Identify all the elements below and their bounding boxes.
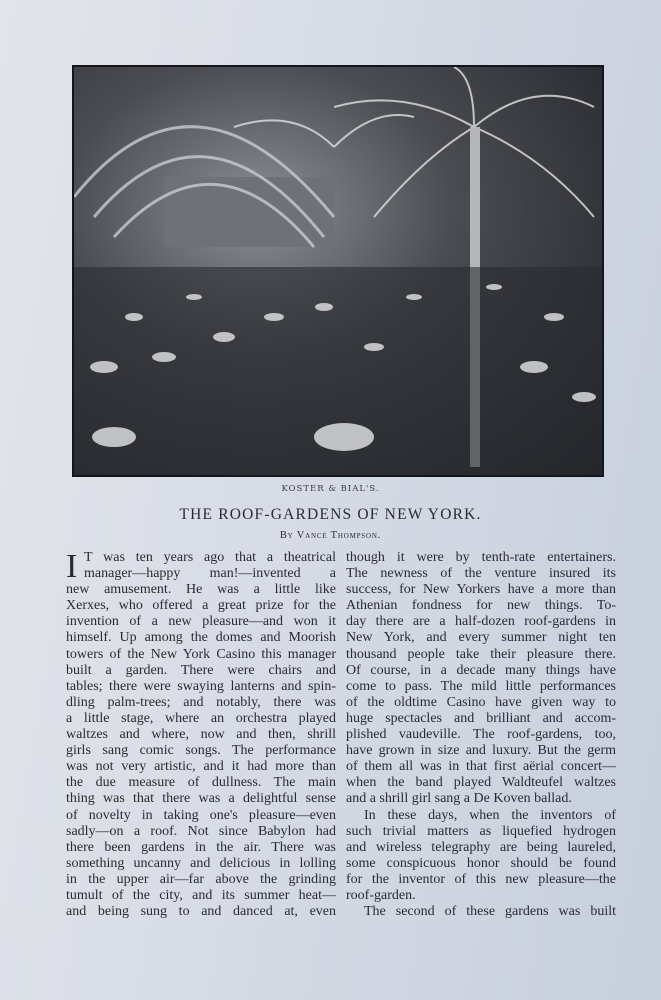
text-line: tables; there were swaying lanterns and spin- xyxy=(66,678,336,694)
text-line: though it were by tenth-rate entertainers. xyxy=(346,550,616,565)
text-line: invention of a new pleasure—and won it xyxy=(66,614,336,630)
text-line: have grown in size and luxury. But the germ xyxy=(346,743,616,759)
text-line: built a garden. There were chairs and xyxy=(66,662,336,678)
text-line: and wireless telegraphy are being laureled, xyxy=(346,839,616,855)
text-line: The newness of the venture insured its xyxy=(346,566,616,582)
text-line: T was ten years ago that a theatrical xyxy=(84,550,336,565)
text-line: plished vaudeville. The roof-gardens, too, xyxy=(346,727,616,743)
text-line: in the upper air—far above the grinding xyxy=(66,871,336,887)
left-column xyxy=(66,550,336,920)
text-line: some conspicuous honor should be found xyxy=(346,855,616,871)
text-line: roof-garden. xyxy=(346,887,416,903)
text-line: The second of these gardens was built xyxy=(364,904,616,920)
text-line: of novelty in taking one's pleasure—even xyxy=(66,807,336,823)
text-line: dling palm-trees; and notably, there was xyxy=(66,694,336,710)
text-line: huge spectacles and brilliant and accom- xyxy=(346,710,616,726)
text-line: girls sang comic songs. The performance xyxy=(66,743,336,759)
text-line: and being sung to and danced at, even xyxy=(66,904,336,920)
text-line: sadly—on a roof. Not since Babylon had xyxy=(66,823,336,839)
text-line: tumult of the city, and its summer heat— xyxy=(66,887,336,903)
drop-cap: I xyxy=(66,548,78,585)
text-line: come to pass. The mild little performances xyxy=(346,678,616,694)
text-line: Xerxes, who offered a great prize for the xyxy=(66,598,336,614)
text-line: Athenian fondness for new things. To- xyxy=(346,598,616,614)
text-line: New York, and every summer night ten xyxy=(346,630,616,646)
text-line: when the band played Waldteufel waltzes xyxy=(346,775,616,791)
text-line: thing was that there was a delightful sense xyxy=(66,791,336,807)
text-line: Of course, in a decade many things have xyxy=(346,662,616,678)
text-line: day there are a half-dozen roof-gardens in xyxy=(346,614,616,630)
text-line: thousand people take their pleasure there. xyxy=(346,646,616,662)
text-line: of the oldtime Casino have given way to xyxy=(346,694,616,710)
roof-garden-photo xyxy=(74,67,602,475)
text-line: for the inventor of this new pleasure—the xyxy=(346,871,616,887)
text-line: waltzes and where, now and then, shrill xyxy=(66,727,336,743)
text-line: manager—happy man!—invented a xyxy=(84,566,336,582)
text-line: and a shrill girl sang a De Koven ballad. xyxy=(346,791,572,807)
text-line: such trivial matters as liquefied hydrogen xyxy=(346,823,616,839)
text-line: new amusement. He was a little like xyxy=(66,582,336,598)
illustration-photo xyxy=(72,65,604,477)
photo-caption: KOSTER & BIAL'S. xyxy=(281,484,380,494)
text-line: In these days, when the inventors of xyxy=(364,807,616,823)
text-line: of them all was in that first aërial concert— xyxy=(346,759,616,775)
article-byline: By Vance Thompson. xyxy=(279,530,382,541)
text-line: was not very artistic, and it had more than xyxy=(66,759,336,775)
text-line: something uncanny and delicious in lolling xyxy=(66,855,336,871)
text-line: himself. Up among the domes and Moorish xyxy=(66,630,336,646)
right-column xyxy=(346,550,616,920)
article-title: THE ROOF-GARDENS OF NEW YORK. xyxy=(179,506,482,523)
text-line: a little stage, where an orchestra played xyxy=(66,710,336,726)
text-line: the due measure of dullness. The main xyxy=(66,775,336,791)
text-line: success, for New Yorkers have a more than xyxy=(346,582,616,598)
text-line: towers of the New York Casino this manager xyxy=(66,646,336,662)
text-line: there been gardens in the air. There was xyxy=(66,839,336,855)
